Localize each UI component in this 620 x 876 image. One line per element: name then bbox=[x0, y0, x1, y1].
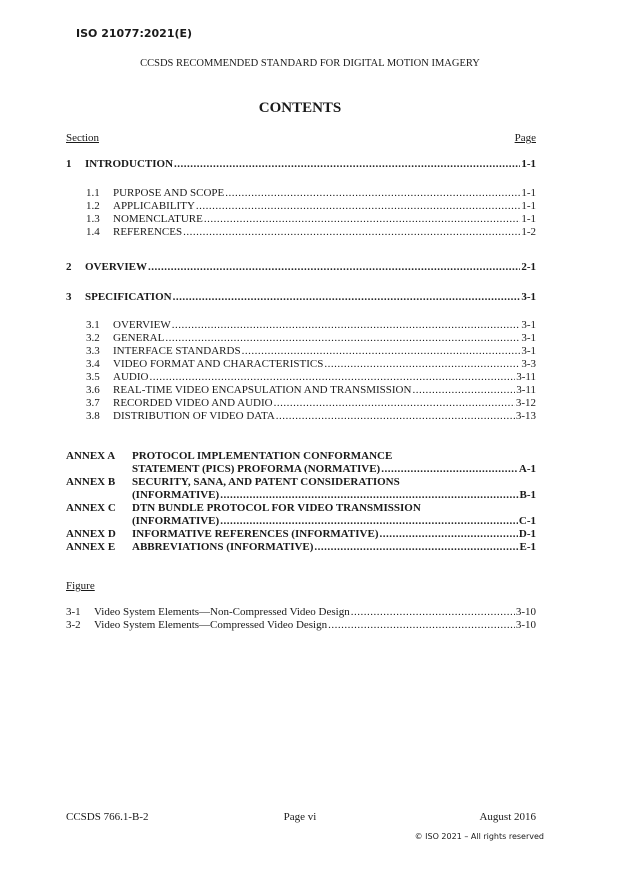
section-number: 3 bbox=[66, 291, 72, 303]
subsection-number: 1.2 bbox=[86, 200, 100, 212]
dot-leader bbox=[380, 528, 518, 541]
subsection-title: INTERFACE STANDARDS bbox=[113, 345, 241, 357]
subsection-title: PURPOSE AND SCOPE bbox=[113, 187, 225, 199]
page-number: 1-2 bbox=[521, 226, 536, 238]
section-title: INTRODUCTION bbox=[85, 158, 174, 170]
toc-entry[interactable] bbox=[66, 384, 536, 397]
annex-label: ANNEX D bbox=[66, 528, 116, 540]
subsection-number: 1.3 bbox=[86, 213, 100, 225]
section-number: 2 bbox=[66, 261, 72, 273]
page-number: 3-1 bbox=[521, 345, 536, 357]
iso-header: ISO 21077:2021(E) bbox=[76, 27, 193, 40]
annex-title: PROTOCOL IMPLEMENTATION CONFORMANCE bbox=[132, 450, 393, 462]
dot-leader bbox=[174, 158, 520, 171]
annex-title: ABBREVIATIONS (INFORMATIVE) bbox=[132, 541, 314, 553]
annex-label: ANNEX B bbox=[66, 476, 116, 488]
subsection-title: NOMENCLATURE bbox=[113, 213, 203, 225]
dot-leader bbox=[351, 606, 515, 619]
figure-column-head: Figure bbox=[66, 580, 95, 592]
page-title: CONTENTS bbox=[258, 100, 342, 116]
dot-leader bbox=[412, 384, 515, 397]
annex-a-line1[interactable] bbox=[66, 450, 536, 463]
annex-label: ANNEX E bbox=[66, 541, 116, 553]
figure-number: 3-2 bbox=[66, 619, 81, 631]
toc-entry[interactable] bbox=[66, 226, 536, 239]
toc-entry[interactable] bbox=[66, 261, 536, 274]
annex-d[interactable] bbox=[66, 528, 536, 541]
annex-label: ANNEX A bbox=[66, 450, 116, 462]
copyright-notice: © ISO 2021 – All rights reserved bbox=[414, 832, 544, 841]
page-number: 3-1 bbox=[521, 291, 536, 303]
dot-leader bbox=[276, 410, 515, 423]
toc-annexes bbox=[66, 450, 536, 554]
subsection-number: 3.6 bbox=[86, 384, 100, 396]
section-number: 1 bbox=[66, 158, 72, 170]
dot-leader bbox=[165, 332, 520, 345]
subsection-title: OVERVIEW bbox=[113, 319, 171, 331]
page-number: 3-1 bbox=[521, 319, 536, 331]
toc-entry[interactable] bbox=[66, 187, 536, 200]
toc-entry[interactable] bbox=[66, 410, 536, 423]
dot-leader bbox=[196, 200, 520, 213]
page-number: 3-3 bbox=[521, 358, 536, 370]
toc-entry[interactable] bbox=[66, 213, 536, 226]
subsection-number: 3.4 bbox=[86, 358, 100, 370]
toc-entry[interactable] bbox=[66, 291, 536, 304]
dot-leader bbox=[149, 371, 515, 384]
subsection-number: 3.3 bbox=[86, 345, 100, 357]
figure-title: Video System Elements—Non-Compressed Video Design bbox=[94, 606, 350, 618]
section-title: SPECIFICATION bbox=[85, 291, 172, 303]
annex-label: ANNEX C bbox=[66, 502, 116, 514]
page-number: 1-1 bbox=[521, 200, 536, 212]
page-number: 1-1 bbox=[521, 187, 536, 199]
subsection-number: 3.7 bbox=[86, 397, 100, 409]
annex-c-line2[interactable] bbox=[66, 515, 536, 528]
page-number: 1-1 bbox=[521, 158, 536, 170]
toc-entry[interactable] bbox=[66, 158, 536, 171]
toc-entry[interactable] bbox=[66, 397, 536, 410]
subsection-title: RECORDED VIDEO AND AUDIO bbox=[113, 397, 273, 409]
subsection-number: 1.4 bbox=[86, 226, 100, 238]
dot-leader bbox=[328, 619, 515, 632]
figure-number: 3-1 bbox=[66, 606, 81, 618]
subsection-number: 3.8 bbox=[86, 410, 100, 422]
dot-leader bbox=[183, 226, 520, 239]
dot-leader bbox=[324, 358, 520, 371]
dot-leader bbox=[314, 541, 518, 554]
running-title: CCSDS RECOMMENDED STANDARD FOR DIGITAL MOTION IMAGERY bbox=[140, 58, 480, 69]
page-number: 2-1 bbox=[521, 261, 536, 273]
page-number: 3-10 bbox=[515, 606, 536, 618]
footer-doc-number: CCSDS 766.1-B-2 bbox=[66, 811, 149, 823]
toc-section-1 bbox=[66, 158, 536, 171]
page-number: 3-10 bbox=[515, 619, 536, 631]
subsection-title: AUDIO bbox=[113, 371, 149, 383]
dot-leader bbox=[173, 291, 521, 304]
subsection-title: REFERENCES bbox=[113, 226, 183, 238]
figure-entry[interactable] bbox=[66, 606, 536, 619]
toc-entry[interactable] bbox=[66, 319, 536, 332]
page-number: C-1 bbox=[518, 515, 536, 527]
annex-title: (INFORMATIVE) bbox=[132, 515, 220, 527]
toc-section-3 bbox=[66, 291, 536, 304]
toc-entry[interactable] bbox=[66, 371, 536, 384]
footer-page-label: Page vi bbox=[283, 811, 317, 823]
annex-c-line1[interactable] bbox=[66, 502, 536, 515]
subsection-number: 3.5 bbox=[86, 371, 100, 383]
toc-subsections-1 bbox=[66, 187, 536, 239]
page-column-head: Page bbox=[514, 132, 536, 144]
dot-leader bbox=[148, 261, 520, 274]
annex-b-line1[interactable] bbox=[66, 476, 536, 489]
dot-leader bbox=[220, 489, 518, 502]
page-number: 3-1 bbox=[521, 332, 536, 344]
dot-leader bbox=[172, 319, 521, 332]
annex-title: SECURITY, SANA, AND PATENT CONSIDERATIONS bbox=[132, 476, 400, 488]
toc-entry[interactable] bbox=[66, 332, 536, 345]
toc-entry[interactable] bbox=[66, 200, 536, 213]
section-title: OVERVIEW bbox=[85, 261, 147, 273]
page-number: 3-12 bbox=[515, 397, 536, 409]
annex-title: STATEMENT (PICS) PROFORMA (NORMATIVE) bbox=[132, 463, 381, 475]
page-number: B-1 bbox=[519, 489, 536, 501]
annex-title: INFORMATIVE REFERENCES (INFORMATIVE) bbox=[132, 528, 379, 540]
footer-date: August 2016 bbox=[479, 811, 536, 823]
toc-section-2 bbox=[66, 261, 536, 274]
dot-leader bbox=[381, 463, 518, 476]
annex-b-line2[interactable] bbox=[66, 489, 536, 502]
subsection-title: APPLICABILITY bbox=[113, 200, 195, 212]
section-column-head: Section bbox=[66, 132, 99, 144]
annex-e[interactable] bbox=[66, 541, 536, 554]
annex-title: DTN BUNDLE PROTOCOL FOR VIDEO TRANSMISSION bbox=[132, 502, 421, 514]
dot-leader bbox=[204, 213, 520, 226]
subsection-number: 3.1 bbox=[86, 319, 100, 331]
subsection-title: VIDEO FORMAT AND CHARACTERISTICS bbox=[113, 358, 324, 370]
page-number: 3-11 bbox=[516, 371, 536, 383]
toc-figures bbox=[66, 606, 536, 632]
page-number: A-1 bbox=[518, 463, 536, 475]
subsection-title: GENERAL bbox=[113, 332, 165, 344]
dot-leader bbox=[220, 515, 518, 528]
dot-leader bbox=[225, 187, 520, 200]
page-number: E-1 bbox=[519, 541, 536, 553]
annex-a-line2[interactable] bbox=[66, 463, 536, 476]
page-number: 3-11 bbox=[516, 384, 536, 396]
annex-title: (INFORMATIVE) bbox=[132, 489, 220, 501]
subsection-number: 1.1 bbox=[86, 187, 100, 199]
subsection-title: DISTRIBUTION OF VIDEO DATA bbox=[113, 410, 275, 422]
subsection-number: 3.2 bbox=[86, 332, 100, 344]
page-number: 3-13 bbox=[515, 410, 536, 422]
figure-title: Video System Elements—Compressed Video Design bbox=[94, 619, 328, 631]
figure-entry[interactable] bbox=[66, 619, 536, 632]
toc-entry[interactable] bbox=[66, 345, 536, 358]
dot-leader bbox=[242, 345, 521, 358]
page-number: D-1 bbox=[518, 528, 536, 540]
subsection-title: REAL-TIME VIDEO ENCAPSULATION AND TRANSMISSION bbox=[113, 384, 412, 396]
dot-leader bbox=[274, 397, 515, 410]
page-number: 1-1 bbox=[521, 213, 536, 225]
toc-subsections-3 bbox=[66, 319, 536, 423]
toc-entry[interactable] bbox=[66, 358, 536, 371]
